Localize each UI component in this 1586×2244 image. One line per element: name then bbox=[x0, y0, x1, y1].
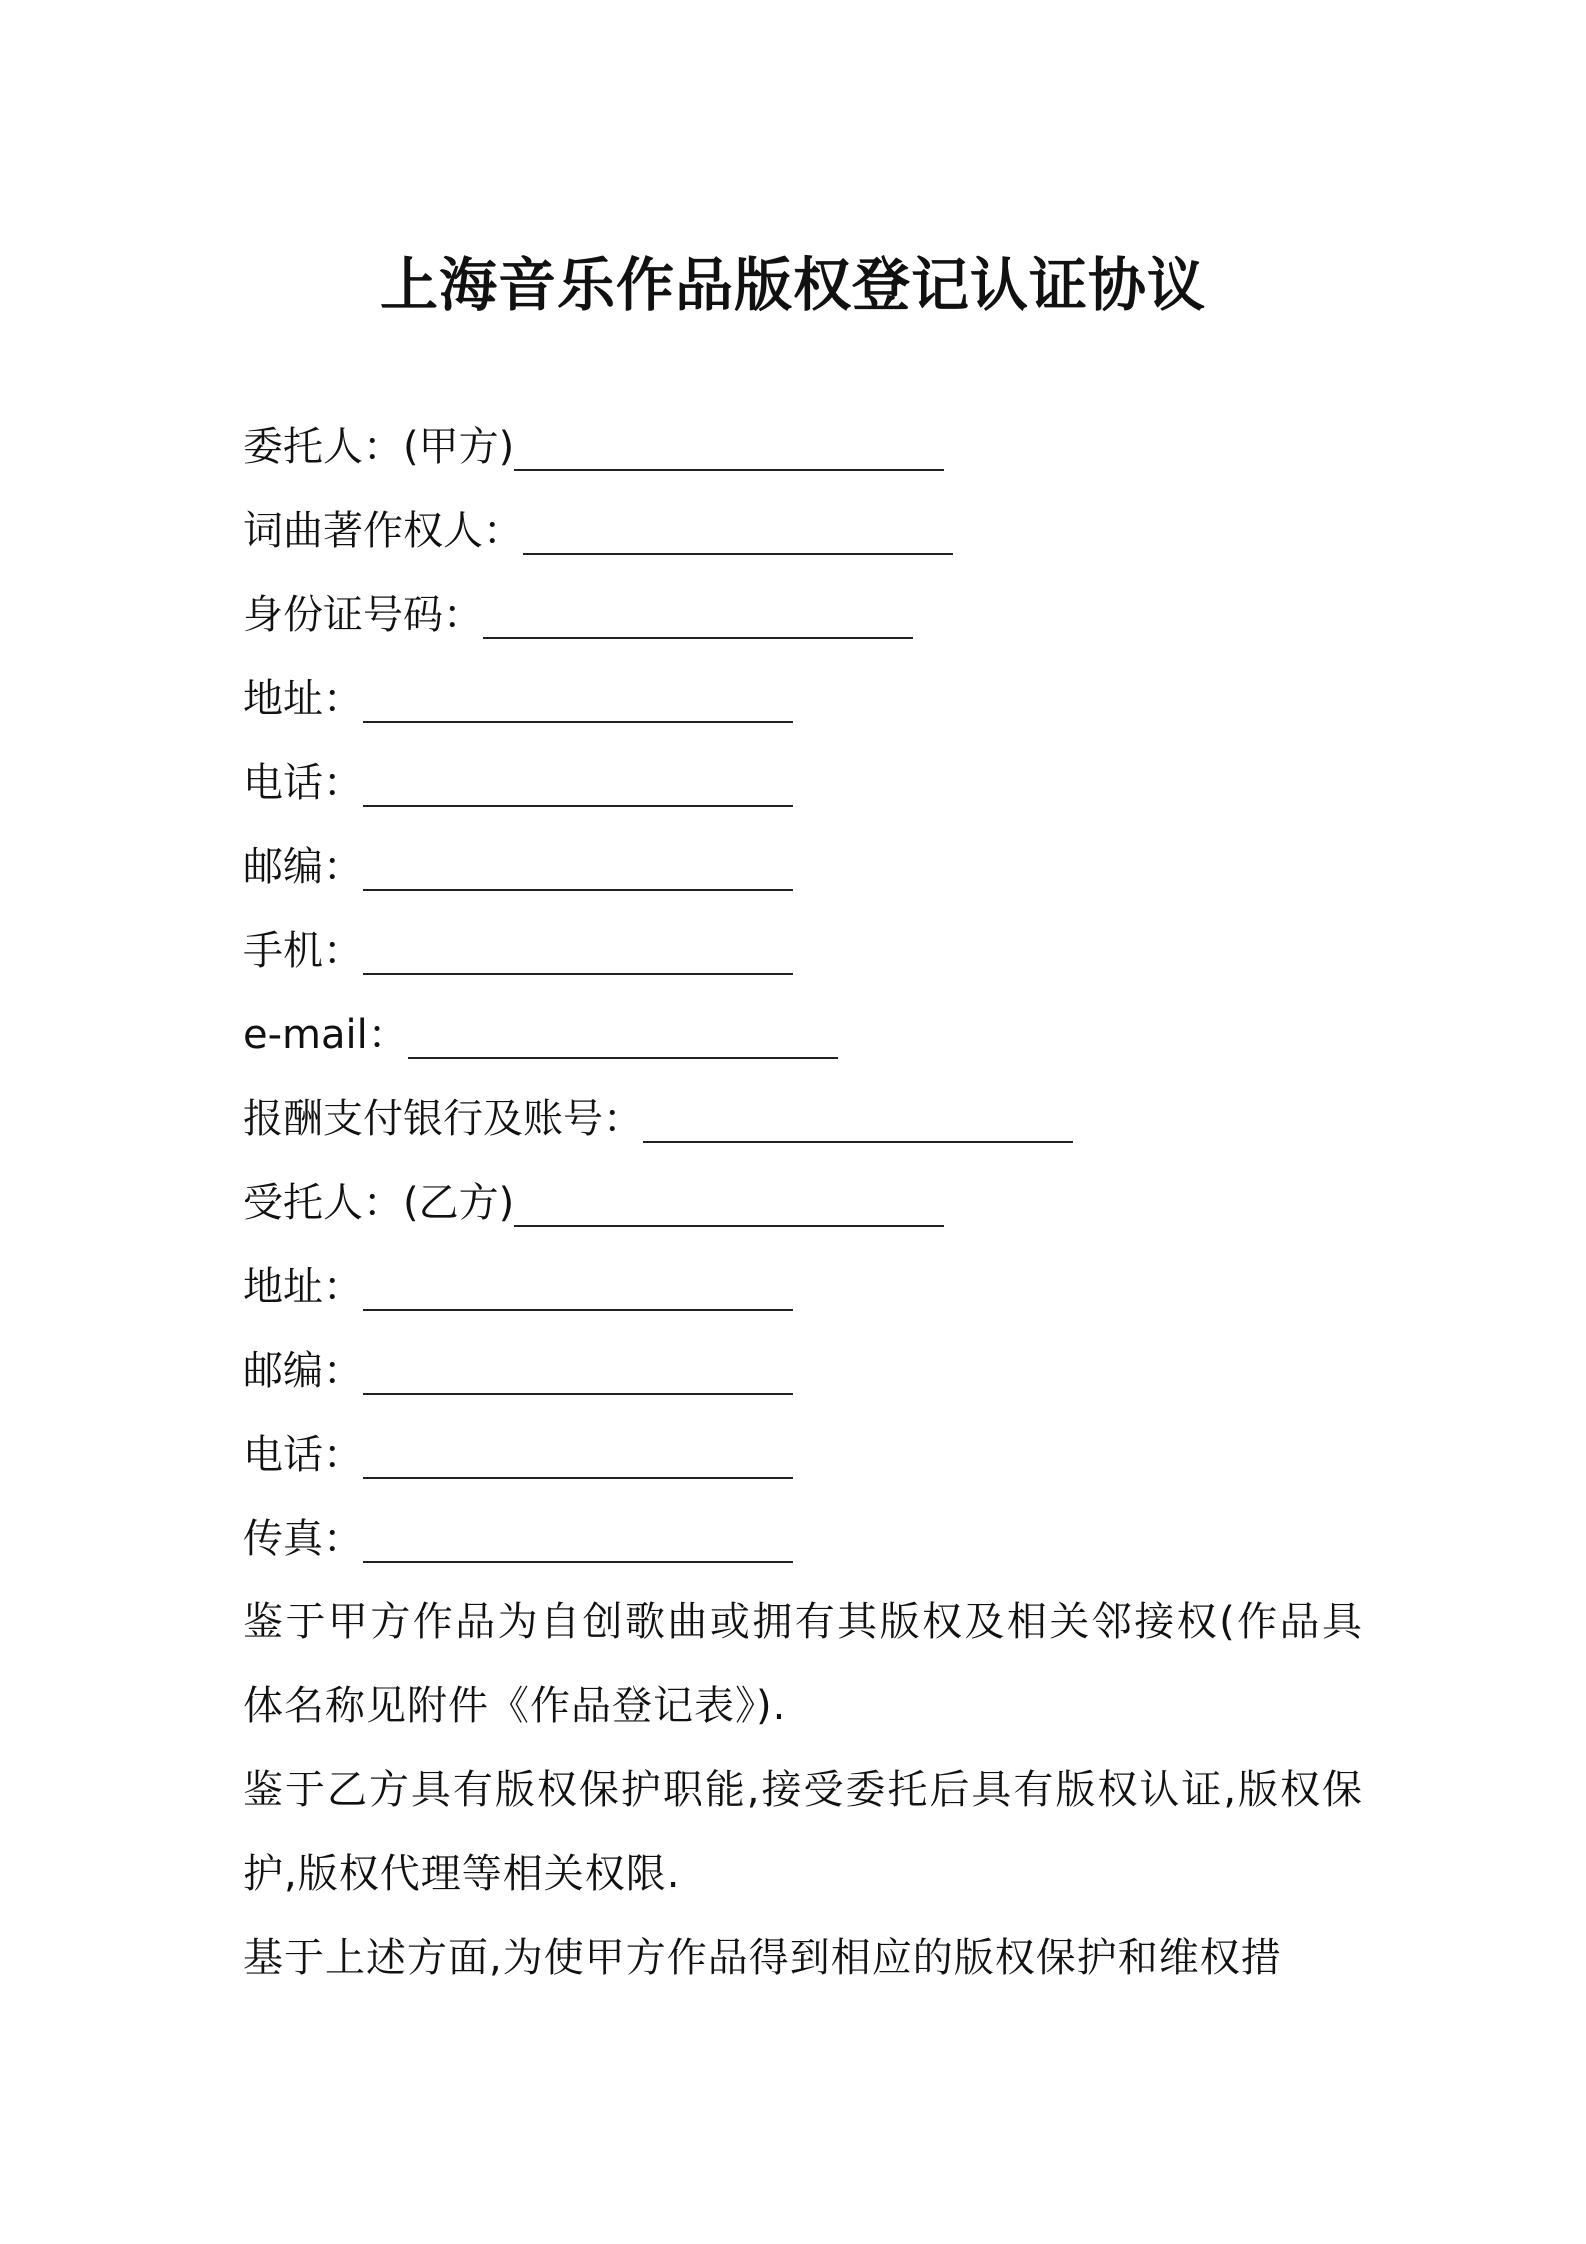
field-trustee-party-b bbox=[243, 1161, 1363, 1245]
fill-in-blank[interactable] bbox=[363, 667, 793, 723]
field-mobile bbox=[243, 909, 1363, 993]
recital-paragraph: 鉴于乙方具有版权保护职能,接受委托后具有版权认证,版权保护,版权代理等相关权限. bbox=[243, 1767, 1363, 1897]
field-bank-account bbox=[243, 1077, 1363, 1161]
recitals bbox=[243, 1580, 1363, 2000]
field-client-party-a bbox=[243, 405, 1363, 489]
fill-in-blank[interactable] bbox=[483, 583, 913, 639]
field-label: 报酬支付银行及账号： bbox=[243, 1096, 643, 1142]
field-phone-b bbox=[243, 1413, 1363, 1497]
field-address-a bbox=[243, 657, 1363, 741]
field-label: 电话： bbox=[243, 760, 363, 806]
field-label: 手机： bbox=[243, 928, 363, 974]
field-address-b bbox=[243, 1245, 1363, 1329]
fill-in-blank[interactable] bbox=[363, 1339, 793, 1395]
field-phone-a bbox=[243, 741, 1363, 825]
field-fax bbox=[243, 1497, 1363, 1581]
field-label: 身份证号码： bbox=[243, 592, 483, 638]
field-label: 受托人：(乙方) bbox=[243, 1180, 515, 1226]
field-label: 地址： bbox=[243, 676, 363, 722]
field-copyright-owner bbox=[243, 489, 1363, 573]
recital-paragraph: 鉴于甲方作品为自创歌曲或拥有其版权及相关邻接权(作品具体名称见附件《作品登记表》). bbox=[243, 1599, 1363, 1729]
recital-paragraph: 基于上述方面,为使甲方作品得到相应的版权保护和维权措 bbox=[243, 1935, 1282, 1981]
field-label: e-mail： bbox=[243, 1012, 408, 1058]
field-label: 委托人：(甲方) bbox=[243, 424, 515, 470]
fill-in-blank[interactable] bbox=[523, 499, 953, 555]
field-email bbox=[243, 993, 1363, 1077]
fill-in-blank[interactable] bbox=[363, 835, 793, 891]
fill-in-blank[interactable] bbox=[363, 1255, 793, 1311]
field-label: 邮编： bbox=[243, 1348, 363, 1394]
document-title: 上海音乐作品版权登记认证协议 bbox=[379, 251, 1206, 319]
fill-in-blank[interactable] bbox=[408, 1003, 838, 1059]
fill-in-blank[interactable] bbox=[363, 919, 793, 975]
fill-in-blank[interactable] bbox=[643, 1087, 1073, 1143]
field-label: 电话： bbox=[243, 1432, 363, 1478]
fill-in-blank[interactable] bbox=[514, 1171, 944, 1227]
field-label: 词曲著作权人： bbox=[243, 508, 523, 554]
fill-in-blank[interactable] bbox=[363, 1423, 793, 1479]
field-id-number bbox=[243, 573, 1363, 657]
field-label: 地址： bbox=[243, 1264, 363, 1310]
field-label: 邮编： bbox=[243, 844, 363, 890]
field-postcode-b bbox=[243, 1329, 1363, 1413]
party-info-fields bbox=[243, 405, 1363, 1581]
fill-in-blank[interactable] bbox=[363, 751, 793, 807]
field-label: 传真： bbox=[243, 1516, 363, 1562]
fill-in-blank[interactable] bbox=[514, 415, 944, 471]
fill-in-blank[interactable] bbox=[363, 1507, 793, 1563]
field-postcode-a bbox=[243, 825, 1363, 909]
